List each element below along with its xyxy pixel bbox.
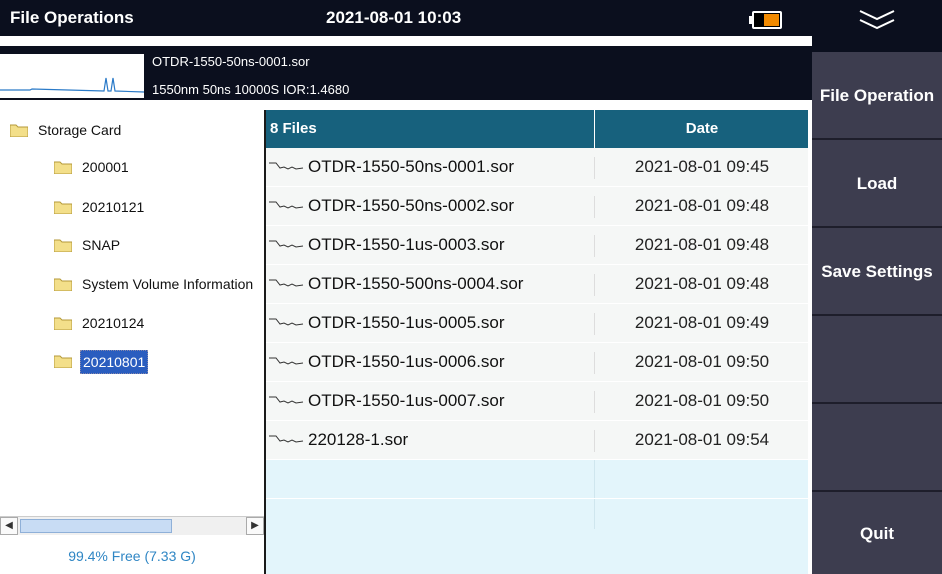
trace-icon (268, 356, 304, 366)
file-date: 2021-08-01 09:48 (594, 274, 809, 296)
folder-icon (10, 123, 28, 137)
scrollbar-thumb[interactable] (20, 519, 172, 533)
double-chevron-down-icon (812, 0, 942, 40)
scroll-left-button[interactable]: ◀ (0, 517, 18, 535)
tree-item-label: 20210121 (82, 199, 145, 215)
trace-thumbnail (0, 54, 144, 98)
file-name: OTDR-1550-50ns-0001.sor (308, 157, 514, 176)
table-row-empty (266, 499, 808, 537)
column-header-date[interactable]: Date (594, 110, 809, 148)
table-row[interactable] (266, 382, 808, 421)
empty-cell (594, 499, 809, 529)
trace-icon (268, 395, 304, 405)
horizontal-scrollbar[interactable] (0, 516, 264, 535)
file-name: OTDR-1550-1us-0003.sor (308, 235, 505, 254)
collapse-button[interactable] (812, 0, 942, 52)
title-bar (0, 0, 812, 36)
file-name: OTDR-1550-500ns-0004.sor (308, 274, 524, 293)
folder-tree (0, 110, 264, 574)
file-name: OTDR-1550-1us-0006.sor (308, 352, 505, 371)
trace-icon (268, 200, 304, 210)
file-name: 220128-1.sor (308, 430, 409, 449)
trace-icon (268, 278, 304, 288)
battery-icon (752, 11, 782, 29)
blank-button-2[interactable] (812, 404, 942, 492)
trace-icon (268, 317, 304, 327)
tree-item-label: 200001 (82, 159, 129, 175)
trace-filename: OTDR-1550-50ns-0001.sor (152, 54, 310, 69)
trace-icon (268, 434, 304, 444)
table-row[interactable] (266, 304, 808, 343)
tree-item-label: Storage Card (38, 122, 122, 138)
trace-params: 1550nm 50ns 10000S IOR:1.4680 (152, 82, 350, 97)
tree-item-label: 20210124 (82, 315, 145, 331)
datetime-display: 2021-08-01 10:03 (326, 8, 462, 27)
file-name: OTDR-1550-50ns-0002.sor (308, 196, 514, 215)
trace-info-panel (0, 46, 812, 100)
file-name: OTDR-1550-1us-0007.sor (308, 391, 505, 410)
file-date: 2021-08-01 09:45 (594, 157, 809, 179)
window-title: File Operations (10, 8, 134, 27)
file-table (266, 110, 808, 574)
free-space-label: 99.4% Free (7.33 G) (68, 548, 196, 564)
empty-cell (594, 460, 809, 498)
file-operation-button[interactable]: File Operation (812, 52, 942, 140)
folder-icon (54, 316, 72, 330)
file-date: 2021-08-01 09:48 (594, 235, 809, 257)
scroll-right-button[interactable]: ▶ (246, 517, 264, 535)
table-row[interactable] (266, 421, 808, 460)
file-date: 2021-08-01 09:50 (594, 352, 809, 374)
table-header (266, 110, 808, 148)
action-sidebar (812, 52, 942, 574)
table-row[interactable] (266, 265, 808, 304)
folder-icon (54, 200, 72, 214)
column-header-files[interactable]: 8 Files (270, 120, 317, 137)
trace-icon (268, 239, 304, 249)
folder-icon (54, 354, 72, 368)
file-date: 2021-08-01 09:49 (594, 313, 809, 335)
quit-button[interactable]: Quit (812, 492, 942, 574)
file-date: 2021-08-01 09:54 (594, 430, 809, 452)
table-row[interactable] (266, 226, 808, 265)
table-row[interactable] (266, 187, 808, 226)
file-name: OTDR-1550-1us-0005.sor (308, 313, 505, 332)
table-row[interactable] (266, 343, 808, 382)
folder-icon (54, 160, 72, 174)
tree-item-folder[interactable] (54, 273, 264, 295)
load-button[interactable]: Load (812, 140, 942, 228)
folder-icon (54, 277, 72, 291)
table-row-empty (266, 460, 808, 499)
tree-item-label: SNAP (82, 237, 121, 253)
trace-icon (268, 161, 304, 171)
tree-item-label: System Volume Information (82, 276, 254, 292)
blank-button-1[interactable] (812, 316, 942, 404)
table-row[interactable] (266, 148, 808, 187)
file-date: 2021-08-01 09:50 (594, 391, 809, 413)
file-date: 2021-08-01 09:48 (594, 196, 809, 218)
save-settings-button[interactable]: Save Settings (812, 228, 942, 316)
folder-icon (54, 238, 72, 252)
tree-item-label: 20210801 (80, 350, 148, 374)
